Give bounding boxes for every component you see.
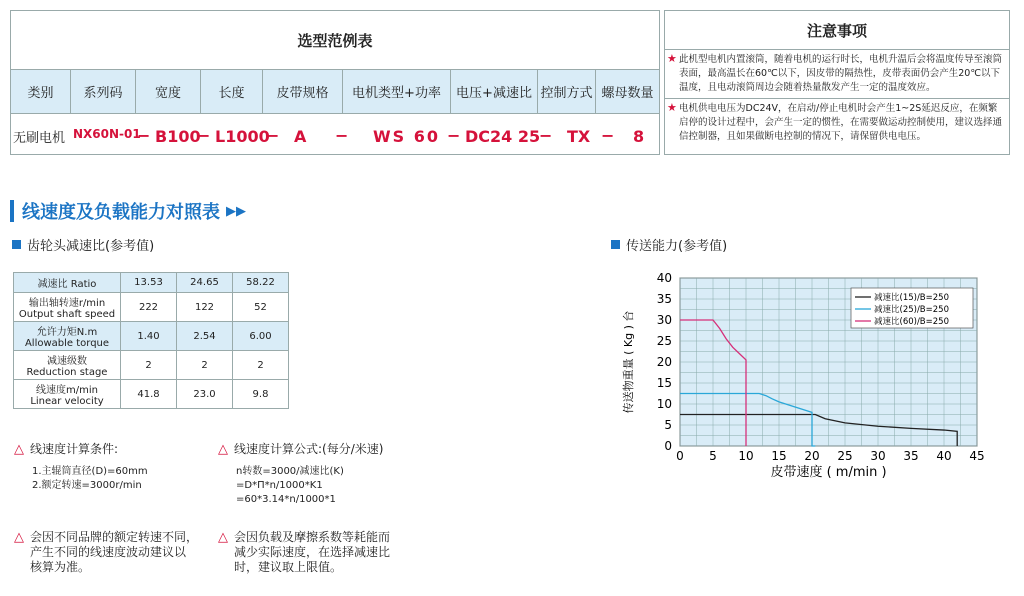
row-label-cn: 减速级数 xyxy=(47,356,87,367)
example-control: TX xyxy=(567,127,591,146)
gear-ratio-table xyxy=(13,272,289,409)
warning-line: 时，建议取上限值。 xyxy=(234,560,343,574)
warning-icon: △ xyxy=(14,442,24,457)
example-dash: − xyxy=(447,126,461,145)
selection-header-row xyxy=(11,70,659,114)
example-dash: − xyxy=(266,126,280,145)
conditions-lines xyxy=(32,465,148,493)
header-cell: 类别 xyxy=(11,70,71,113)
row-label-en: Allowable torque xyxy=(24,338,110,349)
example-dash: − xyxy=(539,126,553,145)
y-tick-label: 10 xyxy=(656,397,672,411)
section-title xyxy=(10,198,246,224)
warning-line: 产生不同的线速度波动建议以 xyxy=(30,545,187,559)
formula-title xyxy=(218,442,383,457)
x-tick-label: 20 xyxy=(804,449,820,463)
condition-line: 2.额定转速=3000r/min xyxy=(32,480,142,491)
header-cell: 皮带规格 xyxy=(263,70,343,113)
table-cell: 122 xyxy=(177,293,233,322)
y-tick-label: 25 xyxy=(656,334,672,348)
example-belt: A xyxy=(294,127,307,146)
section-title-text: 线速度及负载能力对照表 xyxy=(22,202,220,223)
x-tick-label: 35 xyxy=(903,449,919,463)
row-label xyxy=(14,322,121,351)
warning-line: 会因负载及摩擦系数等耗能而 xyxy=(234,530,391,544)
example-voltage: DC24 25 xyxy=(465,127,541,146)
example-series-code: NX60N-01 xyxy=(73,127,141,141)
selection-title: 选型范例表 xyxy=(11,11,659,70)
header-cell: 系列码 xyxy=(71,70,136,113)
row-label: 减速比 Ratio xyxy=(14,273,121,293)
warning-note-1 xyxy=(14,530,198,575)
header-cell: 宽度 xyxy=(136,70,201,113)
warning-icon: △ xyxy=(218,530,228,545)
table-cell: 2 xyxy=(121,351,177,380)
y-tick-label: 40 xyxy=(656,271,672,285)
square-bullet-icon xyxy=(12,240,21,249)
table-cell: 58.22 xyxy=(233,273,289,293)
transport-capacity-chart xyxy=(600,260,1010,482)
example-dash: − xyxy=(335,126,349,145)
header-cell: 长度 xyxy=(201,70,263,113)
header-cell: 控制方式 xyxy=(538,70,596,113)
notes-title: 注意事项 xyxy=(665,11,1009,50)
warning-line: 减少实际速度，在选择减速比 xyxy=(234,545,391,559)
x-tick-label: 30 xyxy=(870,449,886,463)
table-row xyxy=(14,293,289,322)
conditions-title-text: 线速度计算条件: xyxy=(30,442,119,456)
square-bullet-icon xyxy=(611,240,620,249)
x-tick-label: 40 xyxy=(936,449,952,463)
selection-table xyxy=(10,10,660,155)
note-text: 电机供电电压为DC24V，在启动/停止电机时会产生1~2S延迟反应，在频繁启停的设计过程中，会产生一定的惯性，在需要做运动控制使用，建议选择通信控制器，且如果做断电控制的情况下，请保留供电电压。 xyxy=(679,103,1003,142)
gear-subtitle-text: 齿轮头减速比(参考值) xyxy=(27,239,155,254)
legend-label: 减速比(15)/B=250 xyxy=(874,293,949,303)
table-cell: 23.0 xyxy=(177,380,233,409)
row-label xyxy=(14,293,121,322)
table-row xyxy=(14,322,289,351)
conditions-title xyxy=(14,442,118,457)
selection-example-row xyxy=(11,114,659,157)
x-tick-label: 25 xyxy=(837,449,853,463)
star-icon: ★ xyxy=(667,52,677,65)
formula-line: =60*3.14*n/1000*1 xyxy=(236,494,336,505)
warning-icon: △ xyxy=(14,530,24,545)
warning-line: 核算为准。 xyxy=(30,560,91,574)
y-tick-label: 30 xyxy=(656,313,672,327)
table-cell: 222 xyxy=(121,293,177,322)
warning-note-2 xyxy=(218,530,390,575)
table-cell: 6.00 xyxy=(233,322,289,351)
row-label-cn: 线速度m/min xyxy=(36,385,98,396)
row-label xyxy=(14,351,121,380)
row-label xyxy=(14,380,121,409)
table-cell: 52 xyxy=(233,293,289,322)
condition-line: 1.主辊筒直径(D)=60mm xyxy=(32,466,148,477)
table-row xyxy=(14,380,289,409)
y-tick-label: 5 xyxy=(664,418,672,432)
y-tick-label: 20 xyxy=(656,355,672,369)
y-axis-label: 传送物重量 ( Kg ) 台 xyxy=(622,310,635,414)
warning-icon: △ xyxy=(218,442,228,457)
x-tick-label: 10 xyxy=(738,449,754,463)
example-nut-count: 8 xyxy=(633,127,645,146)
row-label-en: Reduction stage xyxy=(26,367,108,378)
row-label-cn: 输出轴转速r/min xyxy=(28,298,106,309)
y-tick-label: 15 xyxy=(656,376,672,390)
row-label-en: Output shaft speed xyxy=(18,309,116,320)
header-cell: 电压+减速比 xyxy=(451,70,538,113)
formula-line: =D*Π*n/1000*K1 xyxy=(236,480,323,491)
row-label-en: Linear velocity xyxy=(30,396,104,407)
table-row xyxy=(14,273,289,293)
x-axis-label: 皮带速度 ( m/min ) xyxy=(770,465,887,480)
table-cell: 2 xyxy=(177,351,233,380)
x-tick-label: 5 xyxy=(709,449,717,463)
table-cell: 2 xyxy=(233,351,289,380)
table-cell: 2.54 xyxy=(177,322,233,351)
example-dash: − xyxy=(197,126,211,145)
table-cell: 41.8 xyxy=(121,380,177,409)
y-tick-label: 0 xyxy=(664,439,672,453)
example-length: L1000 xyxy=(215,127,270,146)
table-cell: 1.40 xyxy=(121,322,177,351)
table-cell: 13.53 xyxy=(121,273,177,293)
row-label-cn: 允许力矩N.m xyxy=(36,327,98,338)
table-cell: 9.8 xyxy=(233,380,289,409)
double-arrow-icon: ▶▶ xyxy=(226,203,246,219)
header-cell: 电机类型+功率 xyxy=(343,70,451,113)
x-tick-label: 15 xyxy=(771,449,787,463)
table-row xyxy=(14,351,289,380)
x-tick-label: 0 xyxy=(676,449,684,463)
star-icon: ★ xyxy=(667,101,677,114)
example-dash: − xyxy=(601,126,615,145)
note-item xyxy=(665,99,1009,147)
note-text: 此机型电机内置滚筒，随着电机的运行时长，电机升温后会将温度传导至滚筒表面，最高温长在60℃以下，因皮带的隔热性，皮带表面仍会产生20℃以下温度，且电动滚筒周边会随着热量散发产生一定的温度效应。 xyxy=(679,54,1003,93)
x-tick-label: 45 xyxy=(969,449,985,463)
example-dash: − xyxy=(137,126,151,145)
formula-line: n转数=3000/减速比(K) xyxy=(236,466,344,477)
formula-title-text: 线速度计算公式:(每分/米速) xyxy=(234,442,384,456)
warning-line: 会因不同品牌的额定转速不同， xyxy=(30,530,199,544)
legend-label: 减速比(60)/B=250 xyxy=(874,317,949,327)
gear-subtitle xyxy=(12,235,154,254)
legend-label: 减速比(25)/B=250 xyxy=(874,305,949,315)
note-item xyxy=(665,50,1009,99)
formula-lines xyxy=(236,465,344,507)
y-tick-label: 35 xyxy=(656,292,672,306)
notes-box xyxy=(664,10,1010,155)
section-bar xyxy=(10,200,14,222)
header-cell: 螺母数量 xyxy=(596,70,659,113)
chart-title-text: 传送能力(参考值) xyxy=(626,239,728,254)
example-category: 无刷电机 xyxy=(13,131,66,146)
table-cell: 24.65 xyxy=(177,273,233,293)
chart-subtitle xyxy=(611,235,727,254)
example-motor: WS 60 xyxy=(373,127,441,146)
example-width: B100 xyxy=(155,127,201,146)
